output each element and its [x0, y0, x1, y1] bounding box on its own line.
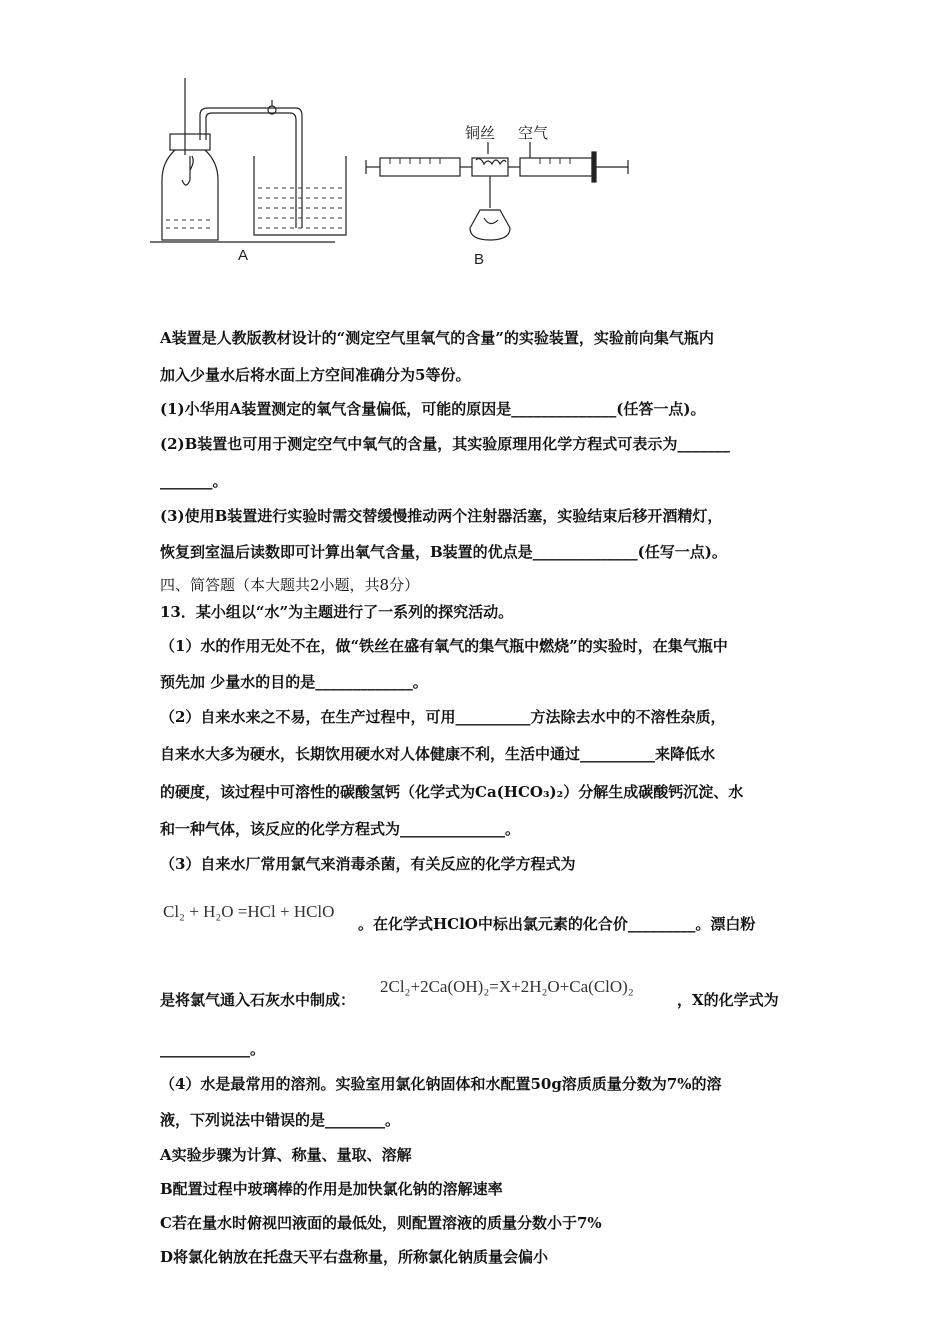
- text-segment: ）分解生成碳酸钙沉淀、水: [563, 783, 744, 801]
- text-line: 加入少量水后将水面上方空间准确分为5等份。: [160, 366, 471, 384]
- figure-a-label: A: [238, 247, 249, 264]
- text-segment: 的硬度，该过程中可溶性的碳酸氢钙（化学式为: [160, 783, 476, 801]
- text-line: [160, 781, 743, 802]
- option-d: D将氯化钠放在托盘天平右盘称量，所称氯化钠质量会偏小: [160, 1248, 549, 1266]
- text-line: 自来水大多为硬水，长期饮用硬水对人体健康不利，生活中通过__________来降低水: [160, 745, 716, 763]
- text-line: (2)B装置也可用于测定空气中氧气的含量，其实验原理用化学方程式可表示为_______: [160, 435, 730, 453]
- apparatus-b-figure: [360, 118, 640, 270]
- text-line: (1)小华用A装置测定的氧气含量偏低，可能的原因是______________(任答一点)。: [160, 400, 706, 418]
- option-b: B配置过程中玻璃棒的作用是加快氯化钠的溶解速率: [160, 1180, 503, 1198]
- text-line: 是将氯气通入石灰水中制成：: [160, 991, 356, 1009]
- text-line: 。在化学式HClO中标出氯元素的化合价_________。漂白粉: [358, 915, 756, 933]
- question-13-title: 13．某小组以“水”为主题进行了一系列的探究活动。: [160, 603, 514, 621]
- text-line: （1）水的作用无处不在，做“铁丝在盛有氧气的集气瓶中燃烧”的实验时，在集气瓶中: [160, 637, 728, 655]
- text-line: ，X的化学式为: [677, 991, 779, 1009]
- equation-bleaching-powder: 2Cl₂+2Ca(OH)₂=X+2H₂O+Ca(ClO)₂: [380, 977, 634, 996]
- figure-b-label: B: [474, 251, 485, 268]
- section-heading: 四、简答题（本大题共2小题，共8分）: [160, 576, 420, 594]
- text-line: (3)使用B装置进行实验时需交替缓慢推动两个注射器活塞，实验结束后移开酒精灯，: [160, 507, 723, 525]
- text-line: 液，下列说法中错误的是________。: [160, 1111, 401, 1129]
- calcium-bicarbonate-formula: Ca(HCO₃)₂: [475, 783, 564, 801]
- apparatus-a-figure: [150, 70, 350, 270]
- text-line: （3）自来水厂常用氯气来消毒杀菌，有关反应的化学方程式为: [160, 855, 576, 873]
- text-line: ____________。: [160, 1040, 266, 1058]
- air-label: 空气: [518, 125, 549, 142]
- text-line: 和一种气体，该反应的化学方程式为______________。: [160, 820, 521, 838]
- text-line: （2）自来水来之不易，在生产过程中，可用__________方法除去水中的不溶性杂质，: [160, 708, 726, 726]
- option-a: A实验步骤为计算、称量、量取、溶解: [160, 1146, 412, 1164]
- text-line: 预先加 少量水的目的是_____________。: [160, 673, 428, 691]
- equation-chlorine-water: Cl₂ + H₂O =HCl + HClO: [163, 902, 335, 921]
- text-line: 恢复到室温后读数即可计算出氧气含量，B装置的优点是______________(任写一点)。: [160, 543, 727, 561]
- text-line: （4）水是最常用的溶剂。实验室用氯化钠固体和水配置50g溶质质量分数为7%的溶: [160, 1075, 722, 1093]
- text-line: A装置是人教版教材设计的“测定空气里氧气的含量”的实验装置，实验前向集气瓶内: [160, 329, 714, 347]
- copper-wire-label: 铜丝: [465, 125, 496, 142]
- option-c: C若在量水时俯视凹液面的最低处，则配置溶液的质量分数小于7%: [160, 1214, 602, 1232]
- text-line: _______。: [160, 472, 228, 490]
